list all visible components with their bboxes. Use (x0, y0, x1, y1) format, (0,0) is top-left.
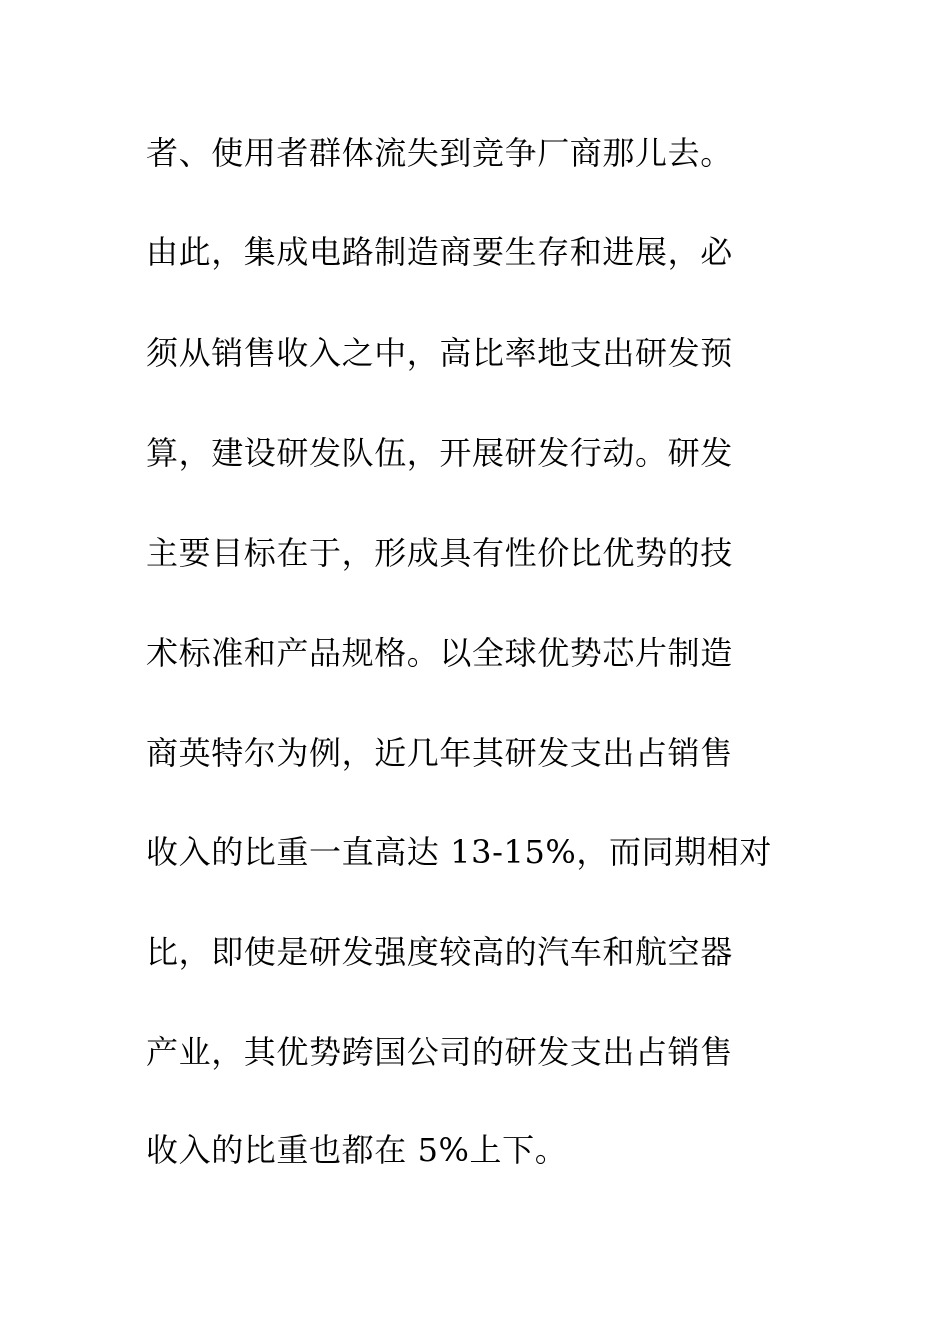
text-line-9: 比，即使是研发强度较高的汽车和航空器 (146, 933, 733, 971)
text-line-1: 者、使用者群体流失到竞争厂商那儿去。 (146, 134, 733, 172)
text-line-11: 收入的比重也都在 5%上下。 (146, 1131, 568, 1169)
text-line-2: 由此，集成电路制造商要生存和进展，必 (146, 233, 733, 271)
text-line-6: 术标准和产品规格。以全球优势芯片制造 (146, 634, 733, 672)
text-line-3: 须从销售收入之中，高比率地支出研发预 (146, 334, 733, 372)
text-line-7: 商英特尔为例，近几年其研发支出占销售 (146, 734, 733, 772)
text-line-4: 算，建设研发队伍，开展研发行动。研发 (146, 434, 733, 472)
text-line-10: 产业，其优势跨国公司的研发支出占销售 (146, 1033, 733, 1071)
text-line-5: 主要目标在于，形成具有性价比优势的技 (146, 534, 733, 572)
text-line-8: 收入的比重一直高达 13-15%，而同期相对 (146, 833, 773, 871)
